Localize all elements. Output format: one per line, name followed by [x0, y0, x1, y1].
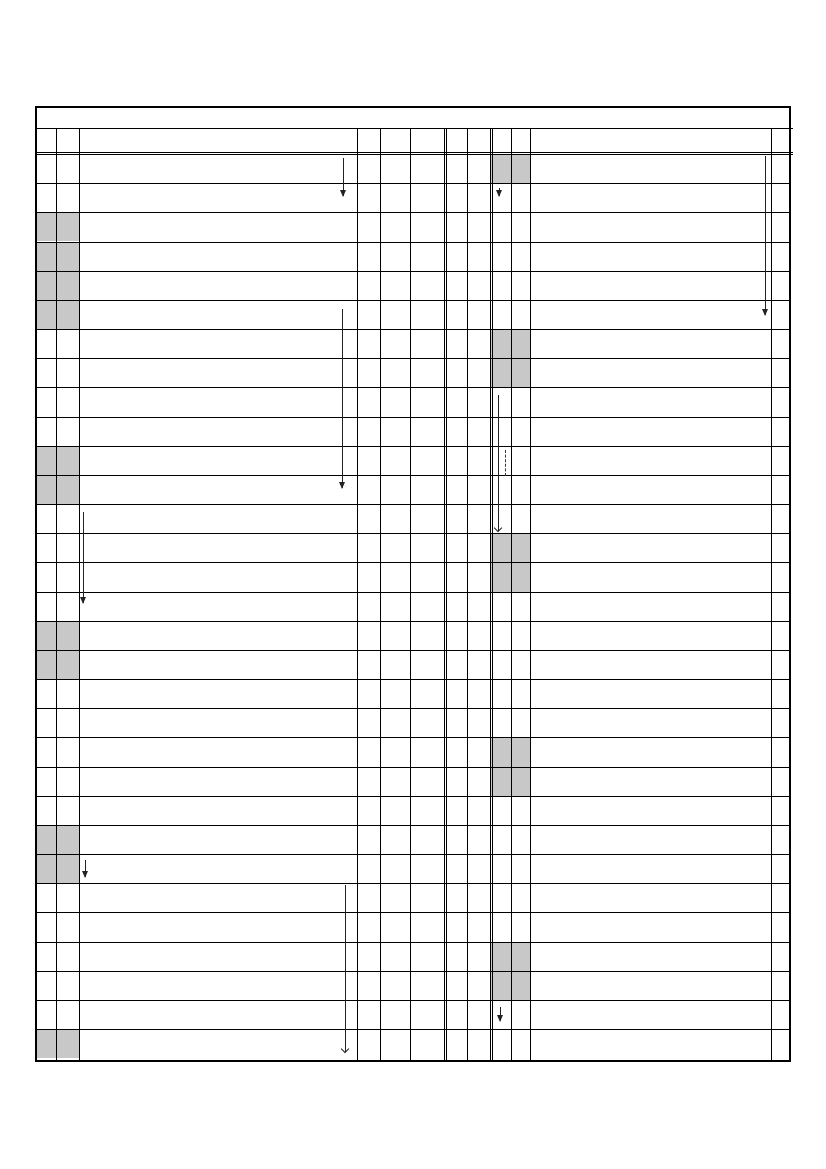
grid-line: [37, 650, 791, 651]
grid-line: [37, 679, 791, 680]
down-arrow-icon: [500, 1007, 501, 1021]
grid-line: [530, 128, 531, 1060]
grid-line: [446, 128, 447, 1060]
grid-line: [490, 128, 491, 1060]
grid-line: [37, 825, 791, 826]
schedule-sheet: [35, 106, 791, 1062]
grid-line: [37, 912, 791, 913]
down-arrow-icon: [498, 395, 499, 531]
weekend-shade: [490, 358, 530, 387]
grid-line: [37, 942, 791, 943]
grid-line: [37, 883, 791, 884]
weekend-shade: [490, 942, 530, 971]
down-arrow-icon: [765, 156, 766, 315]
weekend-shade: [490, 562, 530, 591]
down-arrow-icon: [343, 158, 344, 196]
weekend-shade: [37, 212, 79, 241]
grid-line: [37, 242, 791, 243]
grid-line: [444, 128, 445, 1060]
grid-line: [37, 271, 791, 272]
grid-line: [37, 446, 791, 447]
grid-line: [37, 329, 791, 330]
grid-line: [37, 767, 791, 768]
weekend-shade: [37, 300, 79, 329]
weekend-shade: [37, 854, 79, 883]
down-arrow-icon: [85, 860, 86, 877]
weekend-shade: [37, 475, 79, 504]
weekend-shade: [37, 271, 79, 300]
weekend-shade: [37, 825, 79, 854]
grid-line: [37, 737, 791, 738]
weekend-shade: [37, 242, 79, 271]
weekend-shade: [37, 1029, 79, 1058]
down-arrow-icon: [83, 512, 84, 603]
grid-line: [37, 1000, 791, 1001]
grid-line: [37, 971, 791, 972]
dashed-line: [505, 450, 506, 476]
weekend-shade: [490, 971, 530, 1000]
grid-line: [37, 417, 791, 418]
grid-line: [37, 300, 791, 301]
grid-line: [37, 212, 791, 213]
weekend-shade: [490, 329, 530, 358]
weekend-shade: [37, 650, 79, 679]
grid-line: [37, 152, 793, 153]
grid-line: [410, 128, 411, 1060]
down-arrow-icon: [342, 309, 343, 488]
grid-line: [37, 154, 793, 155]
grid-line: [511, 128, 512, 1060]
grid-line: [357, 128, 358, 1060]
grid-line: [37, 562, 791, 563]
grid-line: [37, 183, 791, 184]
weekend-shade: [490, 533, 530, 562]
weekend-shade: [490, 737, 530, 766]
weekend-shade: [37, 446, 79, 475]
weekend-shade: [490, 154, 530, 183]
grid-line: [37, 854, 791, 855]
grid-line: [37, 708, 791, 709]
grid-line: [37, 1029, 791, 1030]
down-arrow-icon: [345, 885, 346, 1052]
grid-line: [37, 504, 791, 505]
grid-line: [37, 621, 791, 622]
grid-line: [37, 592, 791, 593]
grid-line: [771, 128, 772, 1060]
grid-line: [467, 128, 468, 1060]
grid-line: [79, 128, 80, 1060]
grid-line: [56, 128, 57, 1060]
grid-line: [492, 128, 493, 1060]
weekend-shade: [37, 621, 79, 650]
weekend-shade: [490, 767, 530, 796]
grid-line: [37, 533, 791, 534]
down-arrow-icon: [499, 188, 500, 196]
grid-line: [37, 358, 791, 359]
grid-line: [37, 387, 791, 388]
grid-line: [37, 475, 791, 476]
grid-line: [37, 796, 791, 797]
grid-line: [37, 128, 793, 129]
grid-line: [380, 128, 381, 1060]
